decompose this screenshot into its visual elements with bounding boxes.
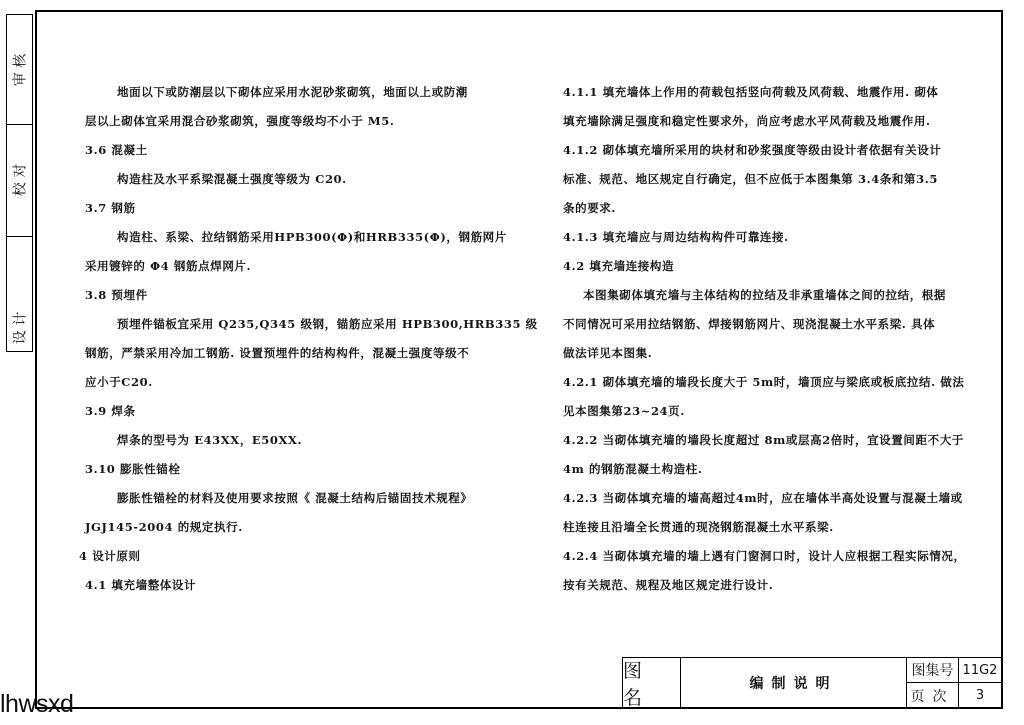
text-line: 4.2.4 当砌体填充墙的墙上遇有门窗洞口时，设计人应根据工程实际情况， [563,549,966,563]
text-line: 不同情况可采用拉结钢筋、焊接钢筋网片、现浇混凝土水平系梁. 具体 [563,317,936,331]
text-line: 4.2.2 当砌体填充墙的墙段长度超过 8m或层高2倍时，宜设置间距不大于 [563,433,964,447]
drawing-name-label: 图名 [623,658,681,708]
atlas-number-label: 图集号 [907,658,959,683]
check-role-label: 校 对 [12,163,29,197]
text-line: 构造柱、系梁、拉结钢筋采用HPB300(Φ)和HRB335(Φ)，钢筋网片 [117,230,507,244]
section-heading: 4 设计原则 [79,549,141,563]
text-line: 采用镀锌的 Φ4 钢筋点焊网片. [85,259,252,273]
text-line: 4.1.1 填充墙体上作用的荷载包括竖向荷载及风荷载、地震作用. 砌体 [563,85,939,99]
section-heading: 4.2 填充墙连接构造 [563,259,675,273]
text-line: 构造柱及水平系梁混凝土强度等级为 C20. [117,172,347,186]
text-line: 本图集砌体填充墙与主体结构的拉结及非承重墙体之间的拉结，根据 [583,288,946,302]
text-line: 4m 的钢筋混凝土构造柱. [563,462,703,476]
text-line: 4.1.2 砌体填充墙所采用的块材和砂浆强度等级由设计者依据有关设计 [563,143,942,157]
section-heading: 3.6 混凝土 [85,143,148,157]
text-line: 应小于C20. [85,375,153,389]
design-role-label: 设 计 [12,311,29,345]
text-line: 层以上砌体宜采用混合砂浆砌筑，强度等级均不小于 M5. [85,114,395,128]
text-line: 见本图集第23~24页. [563,404,685,418]
design-cell [7,237,32,351]
check-cell [7,125,32,237]
text-line: 4.1.3 填充墙应与周边结构构件可靠连接. [563,230,789,244]
text-line: 预埋件锚板宜采用 Q235,Q345 级钢，锚筋应采用 HPB300,HRB335 级 [117,317,538,331]
text-line: 膨胀性锚栓的材料及使用要求按照《 混凝土结构后锚固技术规程》 [117,491,473,505]
page-number-label: 页次 [907,683,959,708]
review-cell [7,15,32,125]
atlas-number-value: 11G2 [959,658,1001,683]
text-line: 柱连接且沿墙全长贯通的现浇钢筋混凝土水平系梁. [563,520,834,534]
title-block [622,657,1002,708]
section-heading: 4.1 填充墙整体设计 [85,578,197,592]
section-heading: 3.10 膨胀性锚栓 [85,462,181,476]
text-line: 填充墙除满足强度和稳定性要求外，尚应考虑水平风荷载及地震作用. [563,114,931,128]
text-line: 条的要求. [563,201,617,215]
section-heading: 3.9 焊条 [85,404,136,418]
watermark: lhwsxd [0,690,74,718]
section-heading: 3.8 预埋件 [85,288,148,302]
review-role-label: 审 核 [12,53,29,87]
text-line: 4.2.1 砌体填充墙的墙段长度大于 5m时，墙顶应与梁底或板底拉结. 做法 [563,375,965,389]
page-number-value: 3 [975,688,985,703]
text-line: 地面以下或防潮层以下砌体应采用水泥砂浆砌筑，地面以上或防潮 [117,85,468,99]
text-line: 按有关规范、规程及地区规定进行设计. [563,578,774,592]
drawing-title: 编制说明 [681,658,907,708]
text-line: JGJ145-2004 的规定执行. [85,520,243,534]
text-line: 4.2.3 当砌体填充墙的墙高超过4m时，应在墙体半高处设置与混凝土墙或 [563,491,963,505]
text-line: 钢筋，严禁采用冷加工钢筋. 设置预埋件的结构构件，混凝土强度等级不 [85,346,470,360]
section-heading: 3.7 钢筋 [85,201,136,215]
text-line: 标准、规范、地区规定自行确定，但不应低于本图集第 3.4条和第3.5 [563,172,938,186]
text-line: 焊条的型号为 E43XX，E50XX. [117,433,303,447]
approval-strip [6,14,33,352]
text-line: 做法详见本图集. [563,346,653,360]
